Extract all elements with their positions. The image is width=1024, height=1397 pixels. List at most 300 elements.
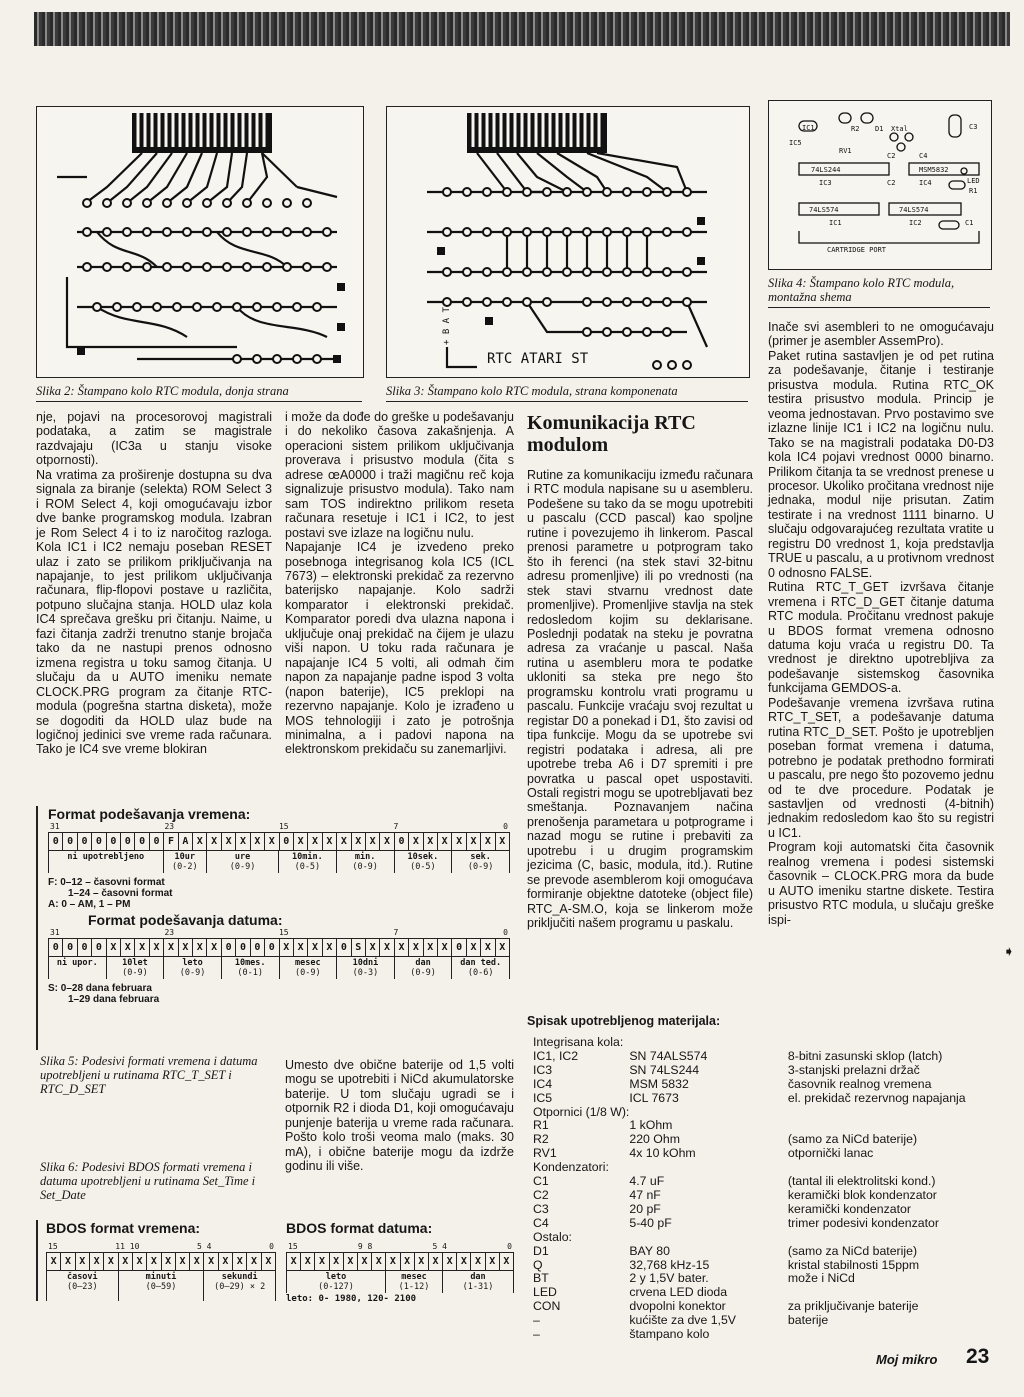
register-bit-cell: X [179, 939, 193, 956]
register-bit-cell: X [457, 1253, 471, 1270]
field-name: minuti [145, 1272, 177, 1282]
register-bit-cell: X [409, 939, 423, 956]
field-range: (1-31) [462, 1282, 494, 1292]
field-range: (0-9) [295, 968, 321, 978]
pcb-component-side-figure [386, 106, 750, 378]
label-c1: C1 [965, 219, 974, 227]
material-description: keramički blok kondenzator [787, 1187, 937, 1202]
materials-row [533, 1259, 1024, 1273]
register-bit-cell: X [315, 1253, 329, 1270]
rtc-silkscreen-label: RTC ATARI ST [487, 351, 589, 367]
date-format-bit-numbers [48, 928, 510, 938]
bdos-time-bit-numbers [46, 1242, 276, 1252]
register-bit-cell: X [222, 833, 236, 850]
column-3-text: Rutine za komunikaciju između računara i RTC modula napisane su u asembleru. Podešene su tako da se mogu upotrebiti u pascalu (CCD pascal) kao spoljne rutine i povezujemo ih linkerom. Pascal prenosi parametre u potprogram tako što ih ferenci (na stek stavi 32-bitnu adresu promenljive) ili po vrednosti (na stek stavi stvarnu vrednost date promenljive). Promenljive stavlja na stek redosledom kojim su deklarisane. Poslednji podatak na steku je povratna adresa za vraćanje u pascal. Naša rutina u asembleru mora te podatke ukloniti sa steka pre nego što programsku kontrolu vrati programu u pascalu. Funkcije vraćaju svoj rezultat u registar D0 a ponekad i D1, što zavisi od tipa funkcije. Mogu da se upotrebe svi registri podataka i adresa, ali pre upotrebe treba A6 i D7 spremiti i pre povratka u pascal opet uspostaviti. Ostali registri mogu se upotrebljavati bez smeštanja. Poznavanjem načina prenošenja parametara u potprograme i nazad mogu se rutine i prebaviti za upotrebu i u drugim programskim jezicima (C, basic, modula, itd.). Rutine se prevode asemblerom koji omogućava formiranje objektne datoteke (object file) RTC_A-SM.O, koja se linkerom može priključiti našem programu u paskalu. [527, 468, 753, 931]
field-range: (0-9) [467, 862, 494, 872]
field-name: ni upotrebljeno [67, 852, 145, 862]
register-field [442, 1271, 514, 1293]
label-ic5: IC5 [789, 139, 802, 147]
material-description: za priključivanje baterije [787, 1299, 919, 1314]
label-r1: R1 [969, 187, 978, 195]
material-description: 3-stanjski prelazni držač [787, 1062, 920, 1077]
label-led: LED [967, 177, 980, 185]
material-value: štampano kolo [629, 1327, 710, 1342]
register-bit-cell: X [287, 1253, 301, 1270]
bit-number: 7 [393, 928, 399, 937]
register-bit-cell: 0 [92, 833, 106, 850]
material-value [629, 1231, 788, 1245]
materials-row [533, 1203, 1024, 1217]
bit-number: 15 [278, 822, 289, 831]
register-field [163, 851, 207, 873]
register-bit-cell: X [415, 1253, 429, 1270]
material-part: – [533, 1327, 540, 1342]
register-bit-cell: X [104, 1253, 118, 1270]
time-format-fields [48, 851, 510, 873]
register-bit-cell: X [107, 939, 121, 956]
register-bit-cell: X [386, 1253, 400, 1270]
material-part: BT [533, 1271, 549, 1286]
material-value: 220 Ohm [629, 1132, 680, 1147]
bdos-date-fields [286, 1271, 514, 1293]
register-bit-cell: X [503, 1256, 510, 1267]
pcb-component-drawing [387, 107, 749, 377]
register-bit-cell: 0 [78, 939, 92, 956]
time-format-title: Format podešavanja vremena: [48, 806, 251, 822]
material-part: C4 [533, 1215, 549, 1230]
material-part: R2 [533, 1132, 549, 1147]
field-range: (0–59) [145, 1282, 177, 1292]
register-bit-cell: X [236, 833, 250, 850]
materials-row [533, 1286, 1024, 1300]
assembly-diagram-figure [768, 100, 992, 270]
chip-74ls574-a: 74LS574 [809, 206, 839, 214]
register-bit-cell: 0 [78, 833, 92, 850]
register-bit-cell: 0 [121, 833, 135, 850]
materials-row [533, 1161, 1024, 1175]
field-name: mesec [295, 958, 321, 968]
register-bit-cell: 0 [452, 939, 466, 956]
register-bit-cell: X [90, 1253, 104, 1270]
register-bit-cell: X [401, 1253, 415, 1270]
register-bit-cell: 0 [222, 939, 236, 956]
chip-msm5832: MSM5832 [919, 166, 949, 174]
field-range: (0-5) [294, 862, 321, 872]
material-value: ICL 7673 [629, 1090, 679, 1105]
field-name: dan [415, 958, 431, 968]
material-part: Kondenzatori: [533, 1160, 609, 1175]
register-bit-cell: X [133, 1253, 147, 1270]
label-cartridge-port: CARTRIDGE PORT [827, 246, 887, 254]
register-field [286, 1271, 385, 1293]
register-bit-cell: X [233, 1253, 247, 1270]
register-bit-cell: A [179, 833, 193, 850]
materials-row [533, 1078, 1024, 1092]
date-format-register [48, 938, 510, 957]
register-bit-cell: X [499, 942, 506, 953]
material-value: 4.7 uF [629, 1174, 665, 1189]
register-bit-cell: F [164, 833, 178, 850]
register-bit-cell: X [366, 833, 380, 850]
pcb-bottom-side-figure [36, 106, 364, 378]
label-c4: C4 [919, 152, 928, 160]
header-stripe [34, 12, 1010, 46]
register-bit-cell: X [76, 1253, 90, 1270]
materials-row [533, 1106, 1024, 1120]
material-description: el. prekidač rezervnog napajanja [787, 1090, 966, 1105]
field-range: (0-9) [410, 968, 436, 978]
register-bit-cell: X [330, 1253, 344, 1270]
material-value: 32,768 kHz-15 [629, 1257, 710, 1272]
register-bit-cell: X [358, 1253, 372, 1270]
field-name: 10let [122, 958, 148, 968]
register-bit-cell: X [162, 1253, 176, 1270]
chip-74ls244: 74LS244 [811, 166, 841, 174]
bit-number: 0 [503, 822, 508, 831]
label-c2: C2 [887, 152, 896, 160]
fig2-caption: Slika 2: Štampano kolo RTC modula, donja strana [36, 384, 362, 402]
material-description: časovnik realnog vremena [787, 1076, 932, 1091]
materials-row [533, 1119, 1024, 1133]
material-description [788, 1161, 1024, 1175]
register-bit-cell: X [247, 1253, 261, 1270]
field-range: (0-9) [179, 968, 206, 978]
register-field [278, 851, 336, 873]
material-part: D1 [533, 1243, 549, 1258]
label-ic3: IC3 [819, 179, 832, 187]
register-bit-cell: X [190, 1253, 204, 1270]
register-field [163, 957, 221, 979]
field-name: leto [325, 1272, 347, 1282]
register-bit-cell: X [207, 939, 221, 956]
material-description [788, 1119, 1024, 1133]
register-bit-cell: X [467, 833, 481, 850]
material-part: C2 [533, 1187, 549, 1202]
materials-row [533, 1231, 1024, 1245]
field-range: (0-6) [467, 968, 494, 978]
register-bit-cell: X [164, 939, 178, 956]
field-name: dan [470, 1272, 486, 1282]
bdos-date-register [286, 1252, 514, 1271]
register-bit-cell: X [438, 939, 452, 956]
register-bit-cell: X [499, 836, 506, 847]
register-bit-cell: X [467, 939, 481, 956]
field-range: (0-2) [171, 862, 198, 872]
label-r2: R2 [851, 125, 860, 133]
material-part: LED [533, 1285, 557, 1300]
register-bit-cell: X [366, 939, 380, 956]
bit-number: 0 [507, 1242, 512, 1251]
register-bit-cell: X [424, 833, 438, 850]
register-bit-cell: X [424, 939, 438, 956]
field-range: (0-5) [410, 862, 436, 872]
field-range: (0-3) [352, 968, 379, 978]
register-bit-cell: X [438, 833, 452, 850]
bdos-year-note: leto: 0- 1980, 120- 2100 [286, 1294, 417, 1304]
field-name: 10mes. [234, 958, 266, 968]
material-value: dvopolni konektor [629, 1299, 726, 1314]
column-2-text: i može da dođe do greške u podešavanju i do nekoliko časova zakašnjenja. A operacioni sistem prilikom uključivanja proverava i prisustvo modula (čita s adrese œA0000 i traži magičnu reč koja signalizuje prisustvo modula). Tako nam sam TOS indirektno prilikom reseta računara resetuje i IC1 i IC2, to jest postavi sve izlaze na logičnu nulu. Napajanje IC4 je izvedeno preko posebnoga integrisanog kola IC5 (ICL 7673) – elektronski prekidač za rezervno baterijsko napajanje. Kolo sadrži komparator i elektronski prekidač. Komparator poredi dva ulazna napona i uključuje onaj prekidač na čijem je ulazu viši napon. U toku rada računara je napajanje IC4 5 volti, ali odmah čim napon za napajanje padne ispod 3 volta (napon baterije), IC5 preklopi na rezervno napajanje. Kolo je izrađeno u MOS tehnologiji i zato je potrošnja minimalna, a i padovi napona na elektronskom prekidaču su zanemarljivi. [285, 410, 514, 757]
material-part: IC5 [533, 1090, 553, 1105]
material-description: kristal stabilnosti 15ppm [787, 1257, 920, 1272]
bit-number: 23 [164, 822, 175, 831]
field-name: leto [182, 958, 203, 968]
material-value: crvena LED dioda [629, 1285, 728, 1300]
register-bit-cell: X [486, 1253, 500, 1270]
materials-row [533, 1314, 1024, 1328]
material-part: R1 [533, 1118, 549, 1133]
field-name: ni upor. [56, 958, 98, 968]
register-bit-cell: 0 [63, 939, 77, 956]
material-description: trimer podesivi kondenzator [787, 1215, 939, 1230]
material-part: – [533, 1313, 540, 1328]
bdos-time-fields [46, 1271, 276, 1301]
register-field [118, 1271, 204, 1301]
date-format-fields [48, 957, 510, 979]
register-bit-cell: 0 [107, 833, 121, 850]
material-description [788, 1286, 1024, 1300]
material-part: IC1, IC2 [533, 1048, 579, 1063]
label-ic1: IC1 [829, 219, 842, 227]
field-range: (1-12) [398, 1282, 430, 1292]
material-description: (samo za NiCd baterije) [787, 1132, 918, 1147]
materials-row [533, 1175, 1024, 1189]
material-part: C3 [533, 1201, 549, 1216]
bdos-time-title: BDOS format vremena: [46, 1220, 201, 1236]
register-bit-cell: X [193, 833, 207, 850]
materials-row [533, 1036, 1024, 1050]
material-value [629, 1106, 788, 1120]
register-bit-cell: 0 [395, 833, 409, 850]
register-bit-cell: X [251, 833, 265, 850]
register-bit-cell: X [150, 939, 164, 956]
register-bit-cell: X [344, 1253, 358, 1270]
register-field [451, 851, 510, 873]
register-bit-cell: X [176, 1253, 190, 1270]
material-part: RV1 [533, 1146, 557, 1161]
register-bit-cell: X [119, 1253, 133, 1270]
register-bit-cell: X [207, 833, 221, 850]
material-description: (tantal ili elektrolitski kond.) [787, 1174, 936, 1189]
register-bit-cell: X [323, 939, 337, 956]
field-name: 10ur [174, 852, 196, 862]
field-range: (0–23) [66, 1282, 98, 1292]
material-value: 20 pF [629, 1201, 661, 1216]
material-description: keramički kondenzator [787, 1201, 911, 1216]
register-bit-cell: X [121, 939, 135, 956]
bit-number: 9 8 [357, 1242, 373, 1251]
bit-number: 23 [164, 928, 175, 937]
label-ic2: IC2 [909, 219, 922, 227]
fig4-caption: Slika 4: Štampano kolo RTC modula, montažna shema [768, 276, 990, 308]
material-value [629, 1161, 788, 1175]
bit-number: 15 [288, 1242, 298, 1251]
register-bit-cell: X [294, 833, 308, 850]
materials-row [533, 1189, 1024, 1203]
bit-number: 15 [278, 928, 289, 937]
material-value: 47 nF [629, 1187, 661, 1202]
column-4-text: Inače svi asembleri to ne omogućavaju (primer je asembler AssemPro). Paket rutina sastavljen je od pet rutina za podešavanje, čitanje i testiranje prisustva modula. Rutina RTC_OK testira prisustvo modula. Princip je veoma jednostavan. Prvo postavimo sve izlazne linije IC1 i IC2 na logičnu nulu. Tako se na magistrali podataka D0-D3 kola IC4 pojavi vrednost 0000 binarno. Prilikom čitanja ta se vrednost prenese u procesor. Ukoliko pročitana vrednost nije jednaka, modul nije prisutan. Zatim testirate i na vrednost 1111 binarno. U slučaju odgovarajućeg rezultata vratite u registru D0 vrednost 1, koja predstavlja TRUE u pascalu, a u protivnom vrednost 0 odnosno FALSE. Rutina RTC_T_GET izvršava čitanje vremena i RTC_D_GET čitanje datuma RTC modula. Pročitanu vrednost pakuje u BDOS format vremena odnosno datuma koju vraća u registru D0. Ta vrednost je direktno upotrebljiva za podešavanje sistemskog časovnika funkcijama GEMDOS-a. Podešavanje vremena izvršava rutina RTC_T_SET, a podešavanje datuma rutina RTC_D_SET. Pošto je upotrebljen poseban format vremena i datuma, potrebno je podatak prethodno formirati u pascalu, pre nego što pozovemo jednu od te dve procedure. Podatak je sastavljen od vrednosti (4-bitnih) jednakim redosledom kao što su registri u IC1. Program koji automatski čita časovnik realnog vremena i podesi sistemski časovnik – CLOCK.PRG mora da bude u AUTO imeniku startne diskete. Testira prisustvo RTC modula, u slučaju greške ispi- [768, 320, 994, 927]
materials-row [533, 1245, 1024, 1259]
page-number: 23 [966, 1345, 990, 1368]
register-bit-cell: 0 [251, 939, 265, 956]
field-name: 10sek. [407, 852, 439, 862]
material-part: Ostalo: [533, 1229, 572, 1244]
material-description [788, 1036, 1024, 1050]
register-field [394, 851, 452, 873]
material-description: otpornički lanac [787, 1146, 874, 1161]
register-bit-cell: X [280, 939, 294, 956]
field-range: (0-1) [237, 968, 263, 978]
register-bit-cell: 0 [63, 833, 77, 850]
field-name: 10dni [352, 958, 379, 968]
register-bit-cell: 0 [150, 833, 164, 850]
material-value: SN 74ALS574 [629, 1048, 708, 1063]
continue-arrow-icon: ➧ [1003, 943, 1015, 959]
register-field [221, 957, 279, 979]
field-name: časovi [66, 1272, 98, 1282]
fig5-register-formats [36, 806, 510, 1050]
materials-row [533, 1300, 1024, 1314]
register-bit-cell: 0 [265, 939, 279, 956]
register-bit-cell: X [61, 1253, 75, 1270]
materials-row [533, 1272, 1024, 1286]
pcb-bottom-drawing [37, 107, 363, 377]
material-part: Integrisana kola: [533, 1035, 624, 1049]
register-bit-cell: X [301, 1253, 315, 1270]
register-bit-cell: 0 [49, 939, 63, 956]
column-1-text: nje, pojavi na procesorovoj magistrali podataka, a zatim se magistrale razdvajaju (IC3a u stanju visoke otpornosti). Na vratima za proširenje dostupna su dva signala za biranje (selekta) ROM Select 3 i ROM Select 4, koji omogućavaju izbor dve banke programskog modula. Izabran je Rom Select 4 i to iz naročitog razloga. Kola IC1 i IC2 nemaju poseban RESET ulaz i zato se prilikom priključivanja na napajanje, to jest prilikom uključivanja računara, flip-flopovi postave u različita, potpuno slučajna stanja. HOLD ulaz kola IC4 sprečava grešku pri čitanju. Naime, u fazi čitanja zadrži trenutno stanje brojača tako da ne nastupi prenos odnosno izmena registra u toku samog čitanja. U slučaju da u AUTO imeniku nemate CLOCK.PRG program za čitanje RTC-modula (pogrešna startna disketa), može se dogoditi da HOLD ulaz bude na logičnoj jedinici sve vreme rada računara. Tako je IC4 sve vreme blokiran [36, 410, 272, 757]
register-field [394, 957, 452, 979]
label-ic4: IC4 [919, 179, 932, 187]
register-field [46, 1271, 118, 1301]
register-bit-cell: X [395, 939, 409, 956]
register-field [336, 957, 394, 979]
label-ic1a: IC1 [802, 124, 815, 132]
material-part: Q [533, 1257, 543, 1272]
material-part: Otpornici (1/8 W): [533, 1104, 630, 1119]
material-description [788, 1231, 1024, 1245]
date-format-title: Format podešavanja datuma: [88, 912, 283, 928]
bdos-time-format [36, 1220, 276, 1318]
register-bit-cell: X [147, 1253, 161, 1270]
field-name: min. [354, 852, 376, 862]
material-description: (samo za NiCd baterije) [787, 1243, 918, 1258]
material-value: MSM 5832 [629, 1076, 689, 1091]
register-bit-cell: X [308, 939, 322, 956]
fig5-caption: Slika 5: Podesivi formati vremena i datuma upotrebljeni u rutinama RTC_T_SET i RTC_D_SET [40, 1054, 258, 1096]
field-name: sekundi [221, 1272, 258, 1282]
field-name: mesec [401, 1272, 427, 1282]
register-bit-cell: X [380, 939, 394, 956]
label-c2b: C2 [887, 179, 896, 187]
register-bit-cell: X [135, 939, 149, 956]
time-format-register [48, 832, 510, 851]
register-bit-cell: X [308, 833, 322, 850]
material-part: IC4 [533, 1076, 553, 1091]
register-field [206, 851, 278, 873]
register-field [48, 957, 106, 979]
bit-number: 31 [50, 928, 60, 937]
register-bit-cell: X [481, 833, 495, 850]
material-value: 2 y 1,5V bater. [629, 1271, 709, 1286]
materials-row [533, 1092, 1024, 1106]
fig6-caption: Slika 6: Podesivi BDOS formati vremena i datuma upotrebljeni u rutinama Set_Time i Set_Date [40, 1160, 256, 1202]
materials-row [533, 1050, 1024, 1064]
field-range: (0-127) [318, 1282, 354, 1292]
materials-row [533, 1328, 1024, 1342]
register-bit-cell: X [193, 939, 207, 956]
register-bit-cell: X [481, 939, 495, 956]
field-range: (0-9) [122, 968, 148, 978]
register-bit-cell: S [352, 939, 366, 956]
register-bit-cell: X [471, 1253, 485, 1270]
bit-number: 5 4 [197, 1242, 212, 1251]
label-xtal: Xtal [891, 125, 908, 133]
field-name: 10min. [292, 852, 323, 862]
field-name: ure [234, 852, 251, 862]
register-bit-cell: X [265, 833, 279, 850]
materials-row [533, 1133, 1024, 1147]
chip-74ls574-b: 74LS574 [899, 206, 929, 214]
material-value: kućište za dve 1,5V [629, 1313, 736, 1328]
register-bit-cell: X [443, 1253, 457, 1270]
assembly-diagram [769, 101, 991, 269]
material-description: baterije [787, 1313, 829, 1328]
register-field [451, 957, 510, 979]
fig3-caption: Slika 3: Štampano kolo RTC modula, strana komponenata [386, 384, 748, 402]
register-bit-cell: 0 [92, 939, 106, 956]
bit-number: 7 [393, 822, 399, 831]
register-field [48, 851, 163, 873]
register-bit-cell: X [429, 1253, 443, 1270]
material-part: IC3 [533, 1062, 553, 1077]
legend-am-pm: A: 0 – AM, 1 – PM [48, 899, 131, 910]
material-value: 5-40 pF [629, 1215, 672, 1230]
battery-paragraph: Umesto dve obične baterije od 1,5 volti mogu se upotrebiti i NiCd akumulatorske baterije. U tom slučaju ugradi se i otpornik R2 i dioda D1, koji omogućavaju punjenje baterija u vreme rada računara. Pošto kolo troši veoma malo (maks. 30 mA), i obične baterije mogu da izdrže godinu ili više. [285, 1058, 514, 1174]
register-bit-cell: X [265, 1256, 272, 1267]
materials-table [533, 1036, 1024, 1342]
register-field [203, 1271, 276, 1301]
bit-number: 0 [269, 1242, 274, 1251]
label-rv1: RV1 [839, 147, 852, 155]
legend-s-28: S: 0–28 dana februara [48, 983, 152, 994]
register-bit-cell: X [372, 1253, 386, 1270]
magazine-name: Moj mikro [876, 1352, 938, 1367]
register-bit-cell: X [337, 833, 351, 850]
register-bit-cell: X [47, 1253, 61, 1270]
bit-number: 11 10 [115, 1242, 140, 1251]
register-bit-cell: X [352, 833, 366, 850]
material-part: CON [533, 1299, 561, 1314]
field-range: (0-9) [229, 862, 256, 872]
register-bit-cell: X [323, 833, 337, 850]
register-bit-cell: 0 [337, 939, 351, 956]
material-value: 4x 10 kOhm [629, 1146, 696, 1161]
material-value: SN 74LS244 [629, 1062, 700, 1077]
material-part: C1 [533, 1174, 549, 1189]
material-description [788, 1328, 1024, 1342]
bdos-date-format [286, 1220, 514, 1318]
materials-row [533, 1064, 1024, 1078]
bdos-date-bit-numbers [286, 1242, 514, 1252]
register-bit-cell: X [452, 833, 466, 850]
register-bit-cell: 0 [49, 833, 63, 850]
register-bit-cell: X [409, 833, 423, 850]
register-bit-cell: X [294, 939, 308, 956]
legend-f-12: F: 0–12 – časovni format [48, 877, 165, 888]
bdos-time-register [46, 1252, 276, 1271]
